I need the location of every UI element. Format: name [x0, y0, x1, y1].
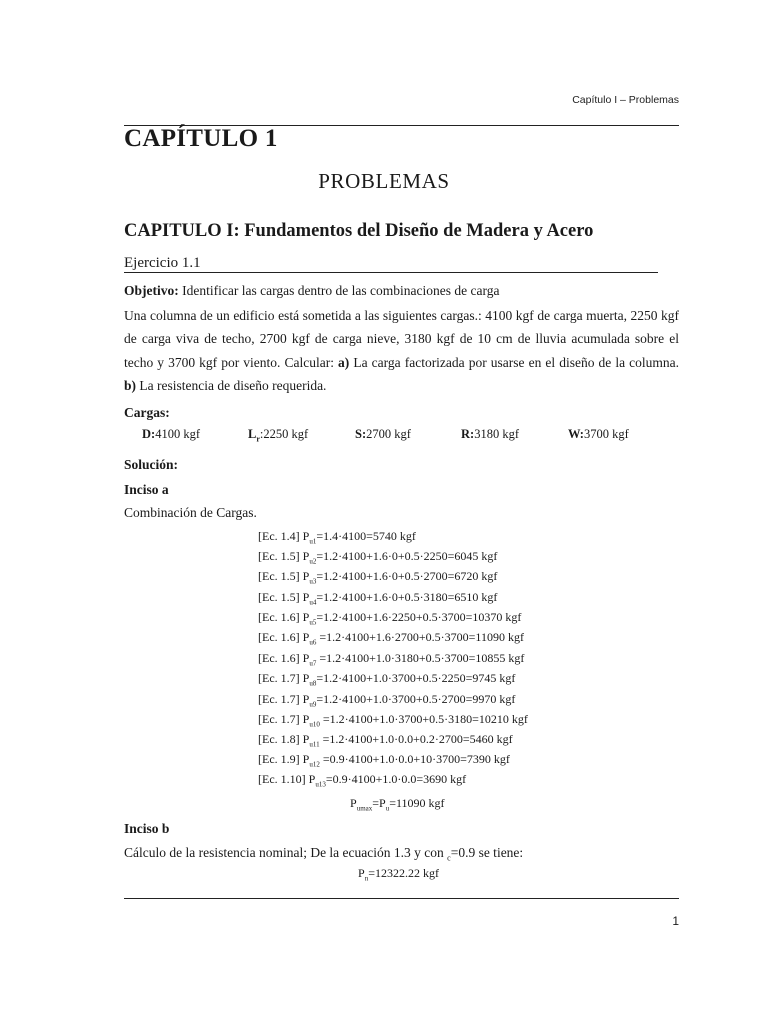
equation-line: [Ec. 1.7] $P_{u9}=1.2\cdot 4100+1.0\cdot 3700+0.5\cdot 2700=9970$ kgf — [258, 692, 516, 709]
part-b-heading: Inciso b — [124, 821, 170, 836]
equation-line: [Ec. 1.5] $P_{u2}=1.2\cdot 4100+1.6\cdot 0+0.5\cdot 2250=6045$ kgf — [258, 549, 498, 566]
equation-line: [Ec. 1.4] $P_{u1}=1.4\cdot 4100=5740$ kgf — [258, 529, 416, 546]
equation-line: [Ec. 1.5] $P_{u4}=1.2\cdot 4100+1.6\cdot 0+0.5\cdot 3180=6510$ kgf — [258, 590, 498, 607]
objective-label: Objetivo: — [124, 283, 179, 298]
load-roof-live: $L_r:2250$ kgf — [248, 427, 309, 444]
chapter-title: CAPÍTULO 1 — [124, 125, 278, 152]
equation-line: [Ec. 1.6] $P_{u5}=1.2\cdot 4100+1.6\cdot 2250+0.5\cdot 3700=10370$ kgf — [258, 610, 522, 627]
equation-line: [Ec. 1.9] $P_{u12} =0.9\cdot 4100+1.0\cdot 0.0+10\cdot 3700=7390$ kgf — [258, 752, 510, 769]
load-wind: W:3700 kgf — [568, 427, 629, 441]
problem-statement — [124, 304, 679, 397]
problems-title: PROBLEMAS — [318, 169, 450, 193]
equation-line: [Ec. 1.6] $P_{u6} =1.2\cdot 4100+1.6\cdot 2700+0.5\cdot 3700=11090$ kgf — [258, 630, 524, 647]
page-number: 1 — [672, 914, 679, 928]
part-a-label: a) — [338, 354, 350, 370]
objective-text: Identificar las cargas dentro de las combinaciones de carga — [178, 283, 500, 298]
part-b-label: b) — [124, 377, 137, 393]
load-snow: S:2700 kgf — [355, 427, 411, 441]
load-dead: D:4100 kgf — [142, 427, 200, 441]
objective — [124, 283, 500, 299]
nominal-resistance-result: $P_n=12322.22$ kgf — [358, 866, 439, 883]
equation-line: [Ec. 1.6] $P_{u7} =1.2\cdot 4100+1.0\cdot 3180+0.5\cdot 3700=10855$ kgf — [258, 651, 525, 668]
statement-text: Una columna de un edificio está sometida a las siguientes cargas.: 4100 kgf de carga muerta, 2250 kgf de carga viva de techo, 2700 kgf de carga nieve, 3180 kgf de 10 cm de lluvia acumulada sobre el techo y 3700 kgf por viento. Calcular: — [124, 308, 679, 370]
loads-heading: Cargas: — [124, 405, 170, 420]
equation-line: [Ec. 1.10] $P_{u13}=0.9\cdot 4100+1.0\cdot 0.0=3690$ kgf — [258, 772, 467, 789]
equation-line: [Ec. 1.8] $P_{u11} =1.2\cdot 4100+1.0\cdot 0.0+0.2\cdot 2700=5460$ kgf — [258, 732, 513, 749]
running-header: Capítulo I – Problemas — [572, 94, 679, 106]
part-b-text: Cálculo de la resistencia nominal; De la ecuación 1.3 y con $_c$=0.9 se tiene: — [124, 845, 524, 863]
footer-rule — [124, 898, 679, 899]
section-title: CAPITULO I: Fundamentos del Diseño de Madera y Acero — [124, 221, 594, 241]
exercise-title: Ejercicio 1.1 — [124, 254, 658, 273]
solution-heading: Solución: — [124, 457, 179, 472]
part-a-heading: Inciso a — [124, 482, 169, 497]
part-b-text: La resistencia de diseño requerida. — [136, 377, 327, 393]
part-a-text: La carga factorizada por usarse en el diseño de la columna. — [349, 354, 679, 370]
max-load-result: $P_{umax}=P_u=11090$ kgf — [350, 796, 445, 813]
equation-line: [Ec. 1.7] $P_{u10} =1.2\cdot 4100+1.0\cdot 3700+0.5\cdot 3180=10210$ kgf — [258, 712, 528, 729]
equation-line: [Ec. 1.5] $P_{u3}=1.2\cdot 4100+1.6\cdot 0+0.5\cdot 2700=6720$ kgf — [258, 569, 498, 586]
load-rain: R:3180 kgf — [461, 427, 519, 441]
combination-intro: Combinación de Cargas. — [124, 505, 257, 520]
equation-line: [Ec. 1.7] $P_{u8}=1.2\cdot 4100+1.0\cdot 3700+0.5\cdot 2250=9745$ kgf — [258, 671, 516, 688]
